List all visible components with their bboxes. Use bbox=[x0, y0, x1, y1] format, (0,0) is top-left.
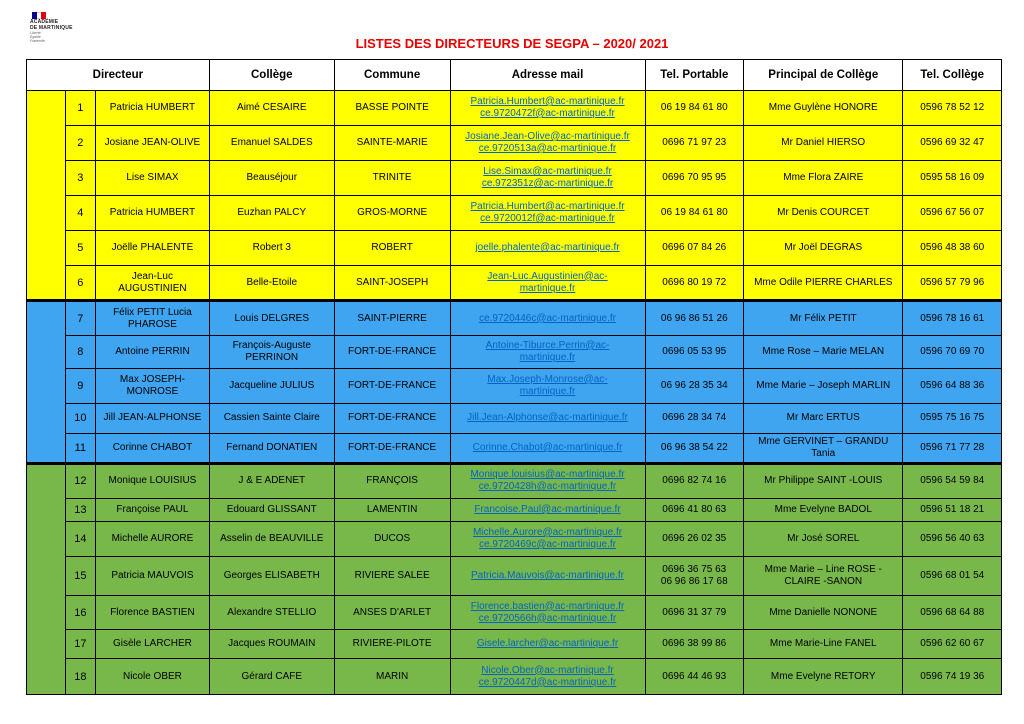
mail-cell bbox=[450, 596, 645, 630]
commune-cell: FORT-DE-FRANCE bbox=[334, 404, 450, 433]
commune-cell: LAMENTIN bbox=[334, 498, 450, 521]
portable-number: 0696 28 34 74 bbox=[662, 412, 727, 424]
table-row bbox=[27, 301, 1002, 336]
mail-cell bbox=[450, 659, 645, 695]
table-row bbox=[27, 335, 1002, 368]
mail-cell bbox=[450, 125, 645, 161]
row-number: 12 bbox=[65, 464, 95, 499]
portable-number: 0696 44 46 93 bbox=[662, 670, 727, 682]
logo-line1: ACADÉMIE bbox=[30, 19, 59, 25]
college-cell: Euzhan PALCY bbox=[209, 195, 334, 231]
college-cell: Beauséjour bbox=[209, 161, 334, 196]
tel-college-cell: 0596 57 79 96 bbox=[903, 265, 1002, 301]
principal-cell: Mme Evelyne BADOL bbox=[744, 498, 903, 521]
mail-cell bbox=[450, 522, 645, 557]
portable-number: 0696 82 74 16 bbox=[662, 475, 727, 487]
row-number: 18 bbox=[65, 659, 95, 695]
bassin-label bbox=[27, 301, 66, 464]
portable-cell bbox=[645, 195, 744, 231]
table-row bbox=[27, 464, 1002, 499]
college-cell: J & E ADENET bbox=[209, 464, 334, 499]
mail-link[interactable]: ce.9720566h@ac-martinique.fr bbox=[478, 612, 617, 624]
portable-number: 0696 71 97 23 bbox=[662, 136, 727, 148]
portable-cell bbox=[645, 522, 744, 557]
principal-cell: Mr Philippe SAINT -LOUIS bbox=[744, 464, 903, 499]
tel-college-cell: 0596 54 59 84 bbox=[903, 464, 1002, 499]
row-number: 9 bbox=[65, 368, 95, 404]
row-number: 11 bbox=[65, 433, 95, 464]
row-number: 16 bbox=[65, 596, 95, 630]
directeur-cell: Joëlle PHALENTE bbox=[96, 231, 210, 266]
mail-link[interactable]: ce.9720469c@ac-martinique.fr bbox=[479, 538, 616, 550]
mail-link[interactable]: Max.Joseph-Monrose@ac- bbox=[487, 373, 608, 385]
header-tel-college: Tel. Collège bbox=[903, 60, 1002, 91]
portable-number: 0696 26 02 35 bbox=[662, 532, 727, 544]
tel-college-cell: 0596 70 69 70 bbox=[903, 335, 1002, 368]
mail-cell bbox=[450, 404, 645, 433]
principal-cell: Mme Danielle NONONE bbox=[744, 596, 903, 630]
principal-cell: Mme GERVINET – GRANDU Tania bbox=[744, 433, 903, 464]
mail-link[interactable]: ce.9720012f@ac-martinique.fr bbox=[480, 212, 615, 224]
portable-number: 0696 80 19 72 bbox=[662, 276, 727, 288]
mail-link[interactable]: ce.9720472f@ac-martinique.fr bbox=[480, 107, 615, 119]
college-cell: Jacqueline JULIUS bbox=[209, 368, 334, 404]
logo-line2: DE MARTINIQUE bbox=[30, 25, 73, 31]
header-commune: Commune bbox=[334, 60, 450, 91]
table-row bbox=[27, 231, 1002, 266]
commune-cell: FORT-DE-FRANCE bbox=[334, 368, 450, 404]
directeur-cell: Antoine PERRIN bbox=[96, 335, 210, 368]
commune-cell: ROBERT bbox=[334, 231, 450, 266]
college-cell: Emanuel SALDES bbox=[209, 125, 334, 161]
directeur-cell: Jean-Luc AUGUSTINIEN bbox=[96, 265, 210, 301]
portable-cell bbox=[645, 498, 744, 521]
table-row bbox=[27, 404, 1002, 433]
portable-cell bbox=[645, 404, 744, 433]
table-row bbox=[27, 91, 1002, 126]
mail-link[interactable]: Jill.Jean-Alphonse@ac-martinique.fr bbox=[467, 412, 628, 424]
table-row bbox=[27, 556, 1002, 596]
row-number: 4 bbox=[65, 195, 95, 231]
row-number: 7 bbox=[65, 301, 95, 336]
directeur-cell: Patricia HUMBERT bbox=[96, 195, 210, 231]
mail-cell bbox=[450, 91, 645, 126]
table-row bbox=[27, 161, 1002, 196]
principal-cell: Mme Marie-Line FANEL bbox=[744, 629, 903, 658]
header-portable: Tel. Portable bbox=[645, 60, 744, 91]
mail-link[interactable]: Jean-Luc.Augustinien@ac- bbox=[487, 270, 608, 282]
portable-cell bbox=[645, 464, 744, 499]
french-flag-icon bbox=[32, 12, 46, 19]
row-number: 15 bbox=[65, 556, 95, 596]
table-row bbox=[27, 629, 1002, 658]
mail-link[interactable]: Antoine-Tiburce.Perrin@ac- bbox=[485, 339, 610, 351]
tel-college-cell: 0596 51 18 21 bbox=[903, 498, 1002, 521]
college-cell: Gérard CAFE bbox=[209, 659, 334, 695]
mail-cell bbox=[450, 265, 645, 301]
bassin-label bbox=[27, 464, 66, 695]
mail-link[interactable]: ce.9720446c@ac-martinique.fr bbox=[479, 312, 616, 324]
mail-cell bbox=[450, 464, 645, 499]
college-cell: Fernand DONATIEN bbox=[209, 433, 334, 464]
principal-cell: Mr Denis COURCET bbox=[744, 195, 903, 231]
tel-college-cell: 0596 78 16 61 bbox=[903, 301, 1002, 336]
table-row bbox=[27, 659, 1002, 695]
portable-cell bbox=[645, 629, 744, 658]
portable-number: 0696 05 53 95 bbox=[662, 345, 727, 357]
directeur-cell: Félix PETIT Lucia PHAROSE bbox=[96, 301, 210, 336]
logo-motto-1: Liberté bbox=[30, 31, 41, 35]
table-row bbox=[27, 596, 1002, 630]
tel-college-cell: 0595 58 16 09 bbox=[903, 161, 1002, 196]
mail-link[interactable]: Patricia.Mauvois@ac-martinique.fr bbox=[471, 569, 624, 581]
mail-link[interactable]: martinique.fr bbox=[519, 282, 576, 294]
portable-number: 0696 31 37 79 bbox=[662, 606, 727, 618]
row-number: 5 bbox=[65, 231, 95, 266]
portable-cell bbox=[645, 301, 744, 336]
commune-cell: RIVIERE SALEE bbox=[334, 556, 450, 596]
commune-cell: FRANÇOIS bbox=[334, 464, 450, 499]
directeur-cell: Jill JEAN-ALPHONSE bbox=[96, 404, 210, 433]
directeur-cell: Max JOSEPH-MONROSE bbox=[96, 368, 210, 404]
row-number: 10 bbox=[65, 404, 95, 433]
row-number: 3 bbox=[65, 161, 95, 196]
college-cell: Louis DELGRES bbox=[209, 301, 334, 336]
mail-link[interactable]: Florence.bastien@ac-martinique.fr bbox=[470, 600, 625, 612]
commune-cell: SAINT-JOSEPH bbox=[334, 265, 450, 301]
mail-cell bbox=[450, 231, 645, 266]
portable-number: 06 96 86 17 68 bbox=[660, 575, 728, 587]
portable-cell bbox=[645, 368, 744, 404]
portable-cell bbox=[645, 231, 744, 266]
table-body bbox=[27, 91, 1002, 695]
row-number: 17 bbox=[65, 629, 95, 658]
tel-college-cell: 0596 67 56 07 bbox=[903, 195, 1002, 231]
portable-number: 06 96 28 35 34 bbox=[660, 379, 728, 391]
principal-cell: Mme Rose – Marie MELAN bbox=[744, 335, 903, 368]
commune-cell: SAINTE-MARIE bbox=[334, 125, 450, 161]
mail-link[interactable]: Corinne.Chabot@ac-martinique.fr bbox=[472, 441, 623, 453]
college-cell: Belle-Etoile bbox=[209, 265, 334, 301]
mail-link[interactable]: Patricia.Humbert@ac-martinique.fr bbox=[470, 200, 625, 212]
table-row bbox=[27, 125, 1002, 161]
logo-motto-2: Égalité bbox=[30, 35, 41, 39]
principal-cell: Mme Flora ZAIRE bbox=[744, 161, 903, 196]
table-row bbox=[27, 195, 1002, 231]
directeur-cell: Lise SIMAX bbox=[96, 161, 210, 196]
mail-link[interactable]: joelle.phalente@ac-martinique.fr bbox=[475, 242, 620, 254]
directeur-cell: Michelle AURORE bbox=[96, 522, 210, 557]
header-row bbox=[27, 60, 1002, 91]
row-number: 14 bbox=[65, 522, 95, 557]
college-cell: Jacques ROUMAIN bbox=[209, 629, 334, 658]
mail-link[interactable]: Lise.Simax@ac-martinique.fr bbox=[483, 165, 612, 177]
mail-cell bbox=[450, 195, 645, 231]
directeur-cell: Monique LOUISIUS bbox=[96, 464, 210, 499]
portable-cell bbox=[645, 265, 744, 301]
portable-cell bbox=[645, 433, 744, 464]
header-principal: Principal de Collège bbox=[744, 60, 903, 91]
mail-cell bbox=[450, 335, 645, 368]
commune-cell: FORT-DE-FRANCE bbox=[334, 335, 450, 368]
portable-cell bbox=[645, 161, 744, 196]
row-number: 1 bbox=[65, 91, 95, 126]
mail-link[interactable]: Francoise.Paul@ac-martinique.fr bbox=[474, 503, 621, 515]
tel-college-cell: 0596 64 88 36 bbox=[903, 368, 1002, 404]
portable-cell bbox=[645, 91, 744, 126]
commune-cell: TRINITE bbox=[334, 161, 450, 196]
commune-cell: ANSES D'ARLET bbox=[334, 596, 450, 630]
directeur-cell: Nicole OBER bbox=[96, 659, 210, 695]
principal-cell: Mr Daniel HIERSO bbox=[744, 125, 903, 161]
mail-cell bbox=[450, 301, 645, 336]
row-number: 13 bbox=[65, 498, 95, 521]
table-row bbox=[27, 522, 1002, 557]
portable-number: 0696 38 99 86 bbox=[662, 638, 727, 650]
tel-college-cell: 0595 75 16 75 bbox=[903, 404, 1002, 433]
directors-table bbox=[26, 59, 1002, 695]
portable-number: 0696 07 84 26 bbox=[662, 242, 727, 254]
portable-cell bbox=[645, 596, 744, 630]
tel-college-cell: 0596 56 40 63 bbox=[903, 522, 1002, 557]
page-title: LISTES DES DIRECTEURS DE SEGPA – 2020/ 2021 bbox=[355, 36, 669, 51]
mail-link[interactable]: Monique.louisius@ac-martinique.fr bbox=[470, 469, 625, 481]
college-cell: Asselin de BEAUVILLE bbox=[209, 522, 334, 557]
college-cell: Edouard GLISSANT bbox=[209, 498, 334, 521]
directeur-cell: Gisèle LARCHER bbox=[96, 629, 210, 658]
commune-cell: BASSE POINTE bbox=[334, 91, 450, 126]
table-row bbox=[27, 265, 1002, 301]
principal-cell: Mme Guylène HONORE bbox=[744, 91, 903, 126]
principal-cell: Mme Marie – Joseph MARLIN bbox=[744, 368, 903, 404]
mail-cell bbox=[450, 433, 645, 464]
portable-number: 06 96 86 51 26 bbox=[660, 312, 728, 324]
tel-college-cell: 0596 74 19 36 bbox=[903, 659, 1002, 695]
portable-cell bbox=[645, 335, 744, 368]
bassin-label bbox=[27, 91, 66, 301]
principal-cell: Mr Joël DEGRAS bbox=[744, 231, 903, 266]
commune-cell: DUCOS bbox=[334, 522, 450, 557]
commune-cell: MARIN bbox=[334, 659, 450, 695]
tel-college-cell: 0596 68 01 54 bbox=[903, 556, 1002, 596]
mail-link[interactable]: Josiane.Jean-Olive@ac-martinique.fr bbox=[465, 130, 630, 142]
mail-cell bbox=[450, 556, 645, 596]
mail-cell bbox=[450, 161, 645, 196]
tel-college-cell: 0596 62 60 67 bbox=[903, 629, 1002, 658]
row-number: 6 bbox=[65, 265, 95, 301]
header-mail: Adresse mail bbox=[450, 60, 645, 91]
mail-link[interactable]: ce.9720428h@ac-martinique.fr bbox=[478, 481, 617, 493]
commune-cell: FORT-DE-FRANCE bbox=[334, 433, 450, 464]
portable-number: 0696 41 80 63 bbox=[662, 503, 727, 515]
directeur-cell: Florence BASTIEN bbox=[96, 596, 210, 630]
flag-red bbox=[41, 12, 46, 19]
portable-cell bbox=[645, 556, 744, 596]
college-cell: Cassien Sainte Claire bbox=[209, 404, 334, 433]
commune-cell: GROS-MORNE bbox=[334, 195, 450, 231]
mail-link[interactable]: martinique.fr bbox=[519, 351, 576, 363]
college-cell: Alexandre STELLIO bbox=[209, 596, 334, 630]
mail-link[interactable]: Nicole.Ober@ac-martinique.fr bbox=[481, 664, 614, 676]
mail-cell bbox=[450, 368, 645, 404]
mail-link[interactable]: Gisele.larcher@ac-martinique.fr bbox=[476, 638, 619, 650]
portable-number: 0696 70 95 95 bbox=[662, 171, 727, 183]
header-directeur: Directeur bbox=[27, 60, 210, 91]
table-row bbox=[27, 498, 1002, 521]
tel-college-cell: 0596 71 77 28 bbox=[903, 433, 1002, 464]
principal-cell: Mme Marie – Line ROSE - CLAIRE -SANON bbox=[744, 556, 903, 596]
directeur-cell: Patricia MAUVOIS bbox=[96, 556, 210, 596]
mail-link[interactable]: martinique.fr bbox=[519, 385, 576, 397]
portable-number: 06 19 84 61 80 bbox=[660, 101, 728, 113]
portable-number: 0696 36 75 63 bbox=[662, 563, 727, 575]
directeur-cell: Josiane JEAN-OLIVE bbox=[96, 125, 210, 161]
principal-cell: Mr José SOREL bbox=[744, 522, 903, 557]
mail-link[interactable]: Michelle.Aurore@ac-martinique.fr bbox=[472, 526, 623, 538]
portable-number: 06 19 84 61 80 bbox=[660, 206, 728, 218]
portable-number: 06 96 38 54 22 bbox=[660, 441, 728, 453]
directeur-cell: Françoise PAUL bbox=[96, 498, 210, 521]
mail-cell bbox=[450, 629, 645, 658]
portable-cell bbox=[645, 125, 744, 161]
logo-motto-3: Fraternité bbox=[30, 39, 45, 43]
mail-link[interactable]: ce.9720447d@ac-martinique.fr bbox=[478, 676, 617, 688]
commune-cell: SAINT-PIERRE bbox=[334, 301, 450, 336]
mail-cell bbox=[450, 498, 645, 521]
portable-cell bbox=[645, 659, 744, 695]
directeur-cell: Corinne CHABOT bbox=[96, 433, 210, 464]
college-cell: Georges ELISABETH bbox=[209, 556, 334, 596]
row-number: 8 bbox=[65, 335, 95, 368]
table-row bbox=[27, 368, 1002, 404]
principal-cell: Mme Evelyne RETORY bbox=[744, 659, 903, 695]
mail-link[interactable]: Patricia.Humbert@ac-martinique.fr bbox=[470, 95, 625, 107]
tel-college-cell: 0596 48 38 60 bbox=[903, 231, 1002, 266]
principal-cell: Mr Félix PETIT bbox=[744, 301, 903, 336]
mail-link[interactable]: ce.972351z@ac-martinique.fr bbox=[481, 177, 614, 189]
tel-college-cell: 0596 69 32 47 bbox=[903, 125, 1002, 161]
college-cell: Robert 3 bbox=[209, 231, 334, 266]
commune-cell: RIVIERE-PILOTE bbox=[334, 629, 450, 658]
row-number: 2 bbox=[65, 125, 95, 161]
principal-cell: Mr Marc ERTUS bbox=[744, 404, 903, 433]
table-row bbox=[27, 433, 1002, 464]
directeur-cell: Patricia HUMBERT bbox=[96, 91, 210, 126]
mail-link[interactable]: ce.9720513a@ac-martinique.fr bbox=[478, 142, 617, 154]
college-cell: François-Auguste PERRINON bbox=[209, 335, 334, 368]
college-cell: Aimé CESAIRE bbox=[209, 91, 334, 126]
principal-cell: Mme Odile PIERRE CHARLES bbox=[744, 265, 903, 301]
header-college: Collège bbox=[209, 60, 334, 91]
tel-college-cell: 0596 68 64 88 bbox=[903, 596, 1002, 630]
tel-college-cell: 0596 78 52 12 bbox=[903, 91, 1002, 126]
